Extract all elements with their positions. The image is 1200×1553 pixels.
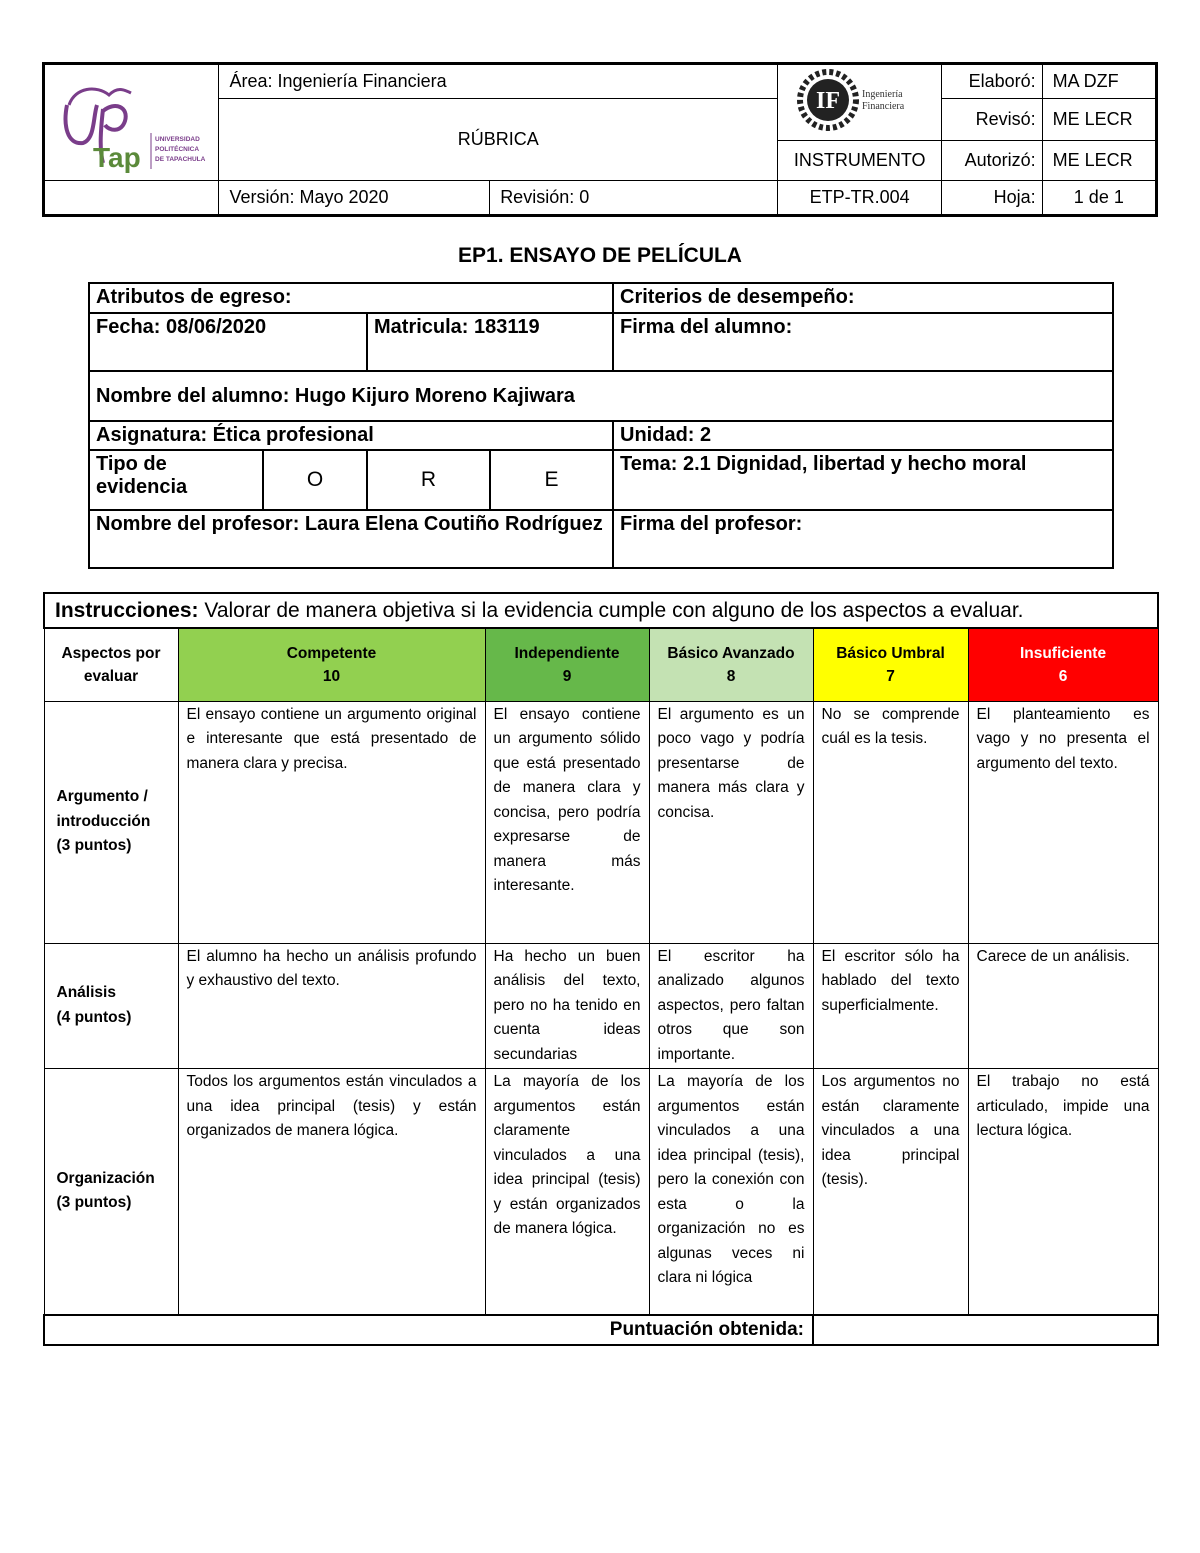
- rubric-cell: El trabajo no está articulado, impide una lectura lógica.: [968, 1069, 1158, 1315]
- elaboro-label: Elaboró:: [942, 64, 1042, 99]
- aspect-analisis: Análisis (4 puntos): [44, 943, 178, 1069]
- total-score-label: Puntuación obtenida:: [44, 1315, 813, 1345]
- level-header-basico-avanzado: Básico Avanzado 8: [649, 628, 813, 701]
- instrument-label: INSTRUMENTO: [777, 141, 941, 181]
- svg-text:Ingeniería: Ingeniería: [861, 89, 903, 100]
- rubric-cell: La mayoría de los argumentos están claramente vinculados a una idea principal (tesis) y están organizados de manera lógica.: [485, 1069, 649, 1315]
- revision-cell: Revisión: 0: [490, 181, 778, 216]
- evidencia-r: R: [367, 450, 490, 510]
- criterios-desempeno: Criterios de desempeño:: [613, 283, 1113, 313]
- fecha: Fecha: 08/06/2020: [89, 313, 367, 371]
- code-cell: ETP-TR.004: [777, 181, 941, 216]
- rubric-cell: El ensayo contiene un argumento sólido que está presentado de manera clara y concisa, pero podría expresarse de manera más interesante.: [485, 701, 649, 943]
- instructions-text: Valorar de manera objetiva si la evidencia cumple con alguno de los aspectos a evaluar.: [198, 598, 1024, 622]
- rubric-cell: El planteamiento es vago y no presenta el argumento del texto.: [968, 701, 1158, 943]
- hoja-value: 1 de 1: [1042, 181, 1156, 216]
- ingenieria-financiera-logo-icon: [790, 65, 930, 135]
- tema: Tema: 2.1 Dignidad, libertad y hecho moral: [613, 450, 1113, 510]
- rubric-cell: Todos los argumentos están vinculados a una idea principal (tesis) y están organizados de manera lógica.: [178, 1069, 485, 1315]
- unidad: Unidad: 2: [613, 421, 1113, 450]
- profesor-label: Nombre del profesor:: [96, 513, 305, 535]
- university-logo: [44, 64, 219, 181]
- tipo-evidencia: Tipo de evidencia: [89, 450, 263, 510]
- hoja-label: Hoja:: [942, 181, 1042, 216]
- version-cell: Versión: Mayo 2020: [219, 181, 490, 216]
- nombre-profesor: [89, 510, 613, 568]
- if-logo: [777, 64, 941, 141]
- rubric-cell: El argumento es un poco vago y podría presentarse de manera más clara y concisa.: [649, 701, 813, 943]
- document-type: RÚBRICA: [219, 99, 777, 181]
- table-row: [44, 1069, 1158, 1315]
- instructions-label: Instrucciones:: [55, 598, 199, 622]
- svg-text:UNIVERSIDAD: UNIVERSIDAD: [155, 136, 200, 143]
- svg-text:Financiera: Financiera: [861, 101, 904, 112]
- matricula: Matricula: 183119: [367, 313, 613, 371]
- autorizo-value: ME LECR: [1042, 141, 1156, 181]
- level-header-basico-umbral: Básico Umbral 7: [813, 628, 968, 701]
- rubric-cell: Los argumentos no están claramente vinculados a una idea principal (tesis).: [813, 1069, 968, 1315]
- autorizo-label: Autorizó:: [942, 141, 1042, 181]
- level-header-insuficiente: Insuficiente 6: [968, 628, 1158, 701]
- aspects-header: Aspectos por evaluar: [44, 628, 178, 701]
- reviso-value: ME LECR: [1042, 99, 1156, 141]
- svg-text:POLITÉCNICA: POLITÉCNICA: [155, 146, 200, 153]
- reviso-label: Revisó:: [942, 99, 1042, 141]
- rubric-cell: El ensayo contiene un argumento original e interesante que está presentado de manera clara y precisa.: [178, 701, 485, 943]
- evidencia-o: O: [263, 450, 367, 510]
- asignatura: Asignatura: Ética profesional: [89, 421, 613, 450]
- atributos-egreso: Atributos de egreso:: [89, 283, 613, 313]
- document-header: [42, 62, 1158, 217]
- level-header-competente: Competente 10: [178, 628, 485, 701]
- svg-text:Tap: Tap: [93, 142, 141, 173]
- area-cell: Área: Ingeniería Financiera: [219, 64, 777, 99]
- rubric-cell: La mayoría de los argumentos están vinculados a una idea principal (tesis), pero la conexión con esta o la organización no es algunas veces ni clara ni lógica: [649, 1069, 813, 1315]
- total-score-value: [813, 1315, 1158, 1345]
- level-header-independiente: Independiente 9: [485, 628, 649, 701]
- svg-text:IF: IF: [815, 88, 840, 114]
- elaboro-value: MA DZF: [1042, 64, 1156, 99]
- aspect-argumento: Argumento / introducción (3 puntos): [44, 701, 178, 943]
- instructions: [44, 593, 1158, 628]
- table-row: [44, 943, 1158, 1069]
- uptap-logo-icon: [45, 65, 215, 175]
- student-info-table: [88, 282, 1114, 569]
- rubric-cell: El escritor sólo ha hablado del texto superficialmente.: [813, 943, 968, 1069]
- rubric-cell: Carece de un análisis.: [968, 943, 1158, 1069]
- rubric-cell: Ha hecho un buen análisis del texto, pero no ha tenido en cuenta ideas secundarias: [485, 943, 649, 1069]
- rubric-cell: El escritor ha analizado algunos aspectos, pero faltan otros que son importante.: [649, 943, 813, 1069]
- firma-alumno: Firma del alumno:: [613, 313, 1113, 371]
- rubric-cell: El alumno ha hecho un análisis profundo y exhaustivo del texto.: [178, 943, 485, 1069]
- svg-text:DE TAPACHULA: DE TAPACHULA: [155, 156, 206, 163]
- rubric-table: [43, 592, 1159, 1346]
- table-row: [44, 701, 1158, 943]
- nombre-alumno: Nombre del alumno: Hugo Kijuro Moreno Kajiwara: [89, 371, 1113, 421]
- aspect-organizacion: Organización (3 puntos): [44, 1069, 178, 1315]
- profesor-name: Laura Elena Coutiño Rodríguez: [304, 513, 603, 535]
- evidencia-e: E: [490, 450, 613, 510]
- rubric-cell: No se comprende cuál es la tesis.: [813, 701, 968, 943]
- page-title: EP1. ENSAYO DE PELÍCULA: [458, 244, 742, 267]
- firma-profesor: Firma del profesor:: [613, 510, 1113, 568]
